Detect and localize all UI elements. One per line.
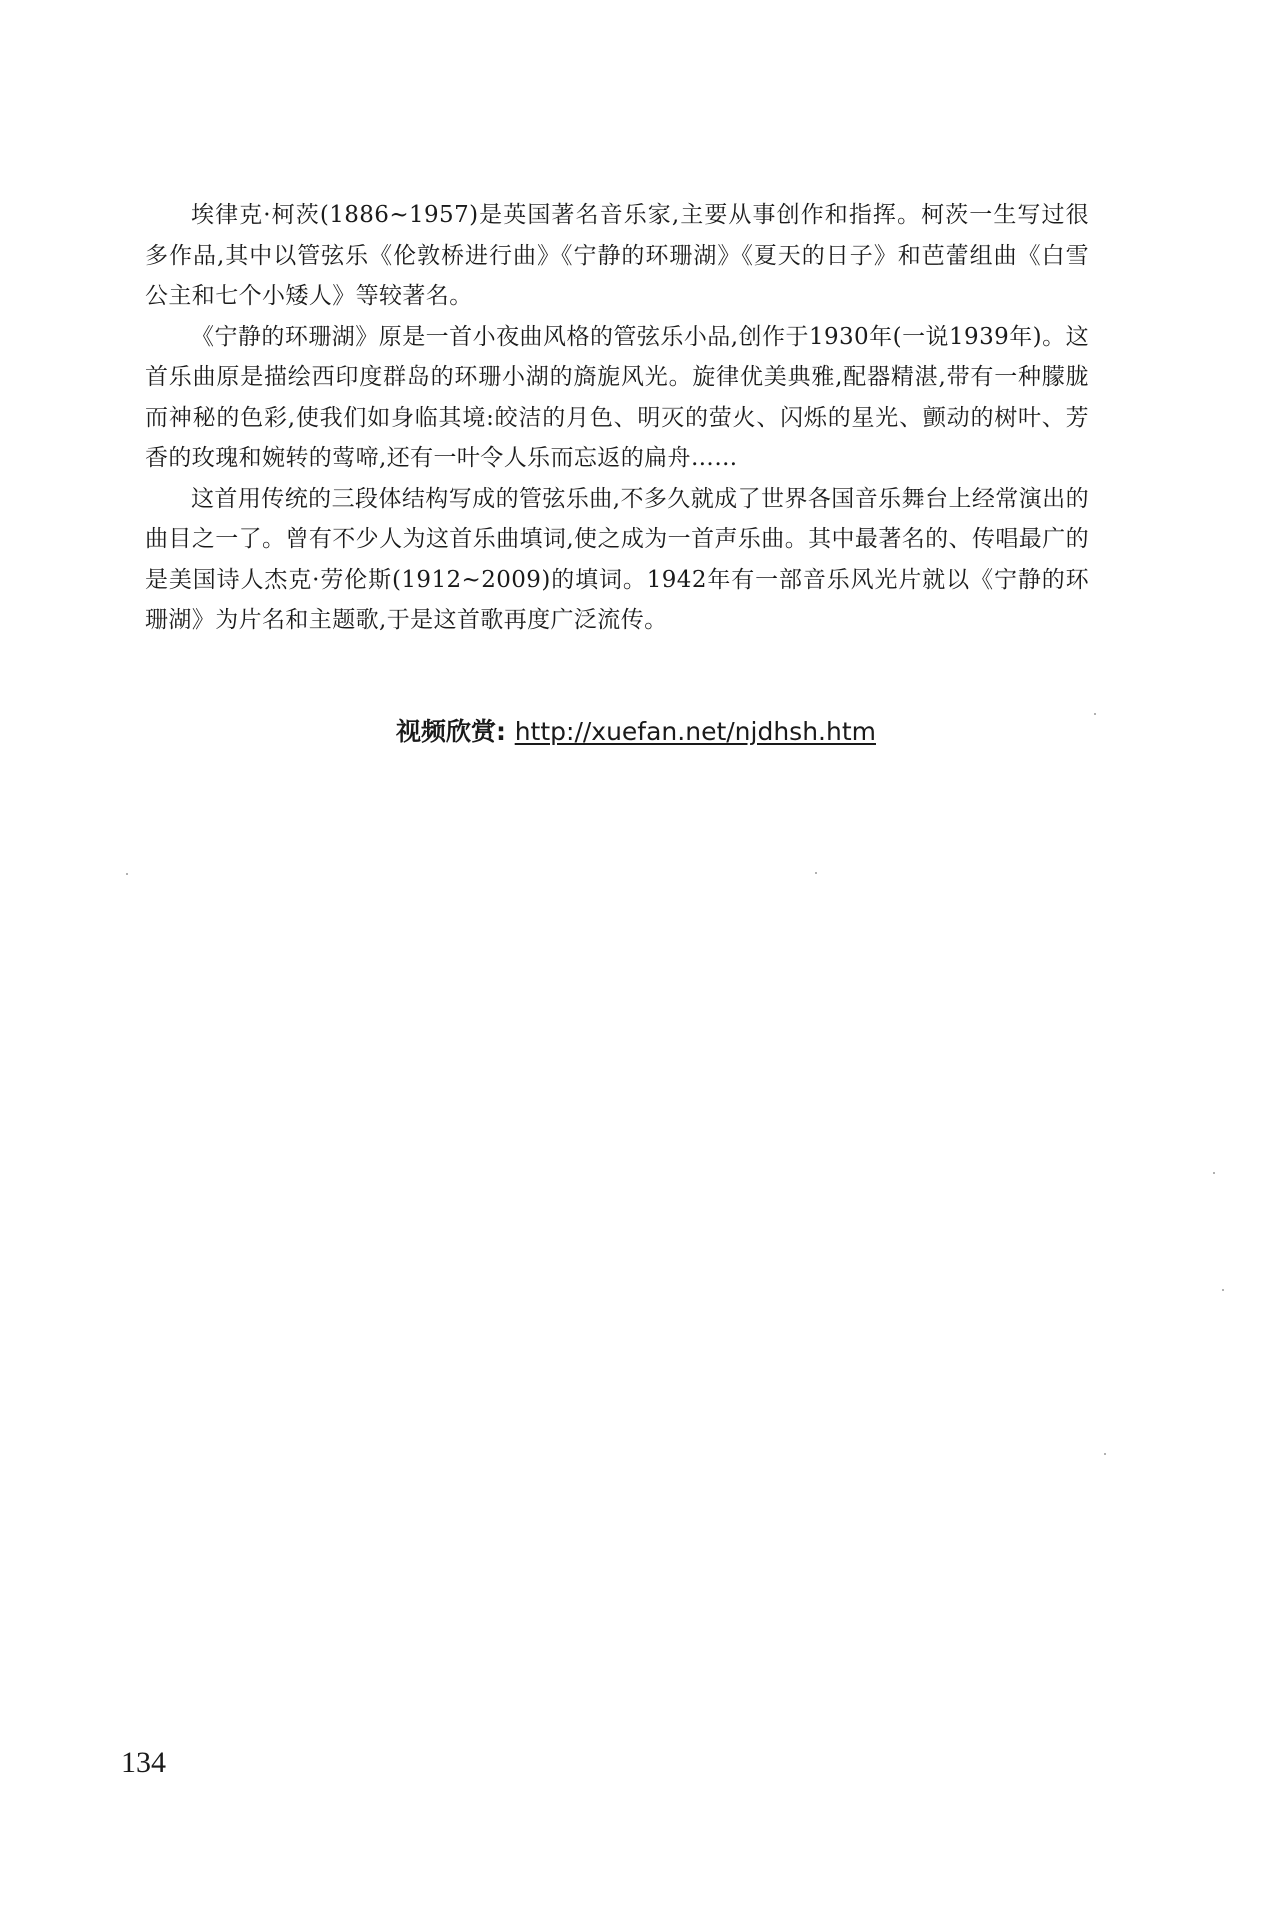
scan-speck: [1213, 1172, 1215, 1174]
scan-speck: [1222, 1289, 1224, 1291]
scan-speck: [1094, 713, 1096, 715]
video-url-link[interactable]: http://xuefan.net/njdhsh.htm: [514, 717, 876, 746]
paragraph-work-description: 《宁静的环珊湖》原是一首小夜曲风格的管弦乐小品,创作于1930年(一说1939年)。这首乐曲原是描绘西印度群岛的环珊小湖的旖旎风光。旋律优美典雅,配器精湛,带有一种朦胧而神秘的色彩,使我们如身临其境:皎洁的月色、明灭的萤火、闪烁的星光、颤动的树叶、芳香的玫瑰和婉转的莺啼,还有一叶令人乐而忘返的扁舟……: [145, 323, 1089, 471]
scan-speck: [815, 872, 817, 874]
scan-speck: [126, 873, 128, 875]
video-link-line: [0, 712, 1272, 748]
page-number: 134: [121, 1746, 166, 1779]
paragraph-composer-intro: 埃律克·柯茨(1886~1957)是英国著名音乐家,主要从事创作和指挥。柯茨一生写过很多作品,其中以管弦乐《伦敦桥进行曲》《宁静的环珊湖》《夏天的日子》和芭蕾组曲《白雪公主和七个小矮人》等较著名。: [145, 202, 1089, 309]
body-text: [145, 195, 1089, 641]
video-label: 视频欣赏:: [395, 717, 506, 746]
scan-speck: [1104, 1453, 1106, 1455]
paragraph-history: 这首用传统的三段体结构写成的管弦乐曲,不多久就成了世界各国音乐舞台上经常演出的曲目之一了。曾有不少人为这首乐曲填词,使之成为一首声乐曲。其中最著名的、传唱最广的是美国诗人杰克·劳伦斯(1912~2009)的填词。1942年有一部音乐风光片就以《宁静的环珊湖》为片名和主题歌,于是这首歌再度广泛流传。: [145, 485, 1089, 633]
